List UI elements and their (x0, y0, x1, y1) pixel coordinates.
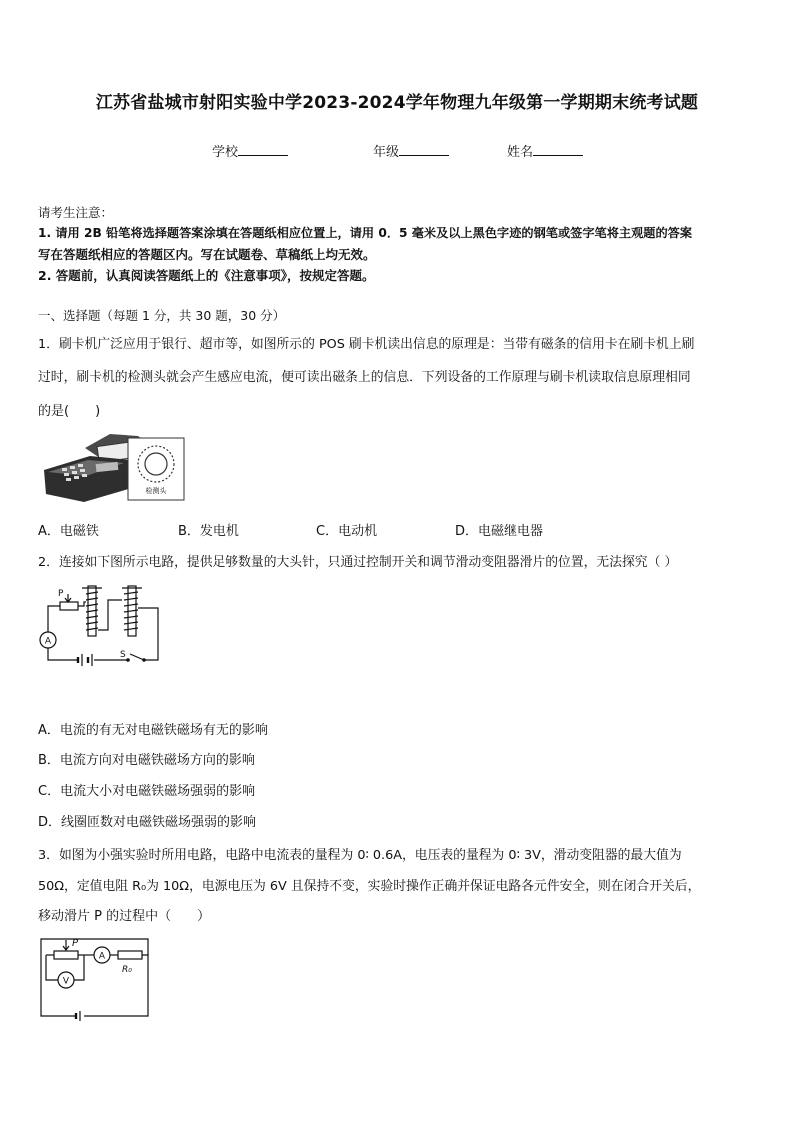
electromagnet-circuit-figure (36, 580, 166, 670)
school-label: 学校 (212, 145, 239, 160)
grade-label: 年级 (373, 145, 400, 160)
name-field[interactable] (507, 141, 583, 160)
label-s: S (120, 650, 126, 660)
school-blank[interactable] (238, 143, 288, 156)
rheostat-circuit-figure (36, 934, 156, 1026)
rheostat-icon (60, 602, 78, 610)
q1-option-d[interactable]: D．电磁继电器 (455, 524, 544, 539)
label-r0: R₀ (122, 965, 132, 975)
q2-option-c[interactable]: C．电流大小对电磁铁磁场强弱的影响 (38, 784, 256, 799)
school-field[interactable] (212, 141, 288, 160)
q1-option-a[interactable]: A．电磁铁 (38, 524, 99, 539)
wire-to-magnet1 (78, 602, 86, 606)
q1-line-2: 过时，刷卡机的检测头就会产生感应电流，便可读出磁条上的信息．下列设备的工作原理与刷卡机读取信息原理相同 (38, 370, 691, 385)
q2-option-b[interactable]: B．电流方向对电磁铁磁场方向的影响 (38, 753, 255, 768)
label-p: P (58, 589, 64, 599)
name-label: 姓名 (507, 145, 534, 160)
pos-machine-figure (40, 430, 190, 506)
section-heading: 一、选择题（每题 1 分，共 30 题，30 分） (38, 308, 286, 323)
grade-field[interactable] (373, 141, 449, 160)
label-v: V (62, 976, 70, 987)
wire-between (98, 600, 122, 630)
q3-line-1: 3．如图为小强实验时所用电路，电路中电流表的量程为 0∶ 0.6A，电压表的量程为 0∶ 3V，滑动变阻器的最大值为 (38, 848, 682, 863)
q1-line-1: 1．刷卡机广泛应用于银行、超市等，如图所示的 POS 刷卡机读出信息的原理是：当带有磁条的信用卡在刷卡机上刷 (38, 337, 695, 352)
q1-line-3: 的是( ) (38, 404, 101, 419)
name-blank[interactable] (533, 143, 583, 156)
notice-heading: 请考生注意： (38, 205, 114, 220)
resistor-r0-icon (118, 951, 142, 959)
label-a: A (44, 636, 52, 647)
wire-left (48, 606, 60, 632)
q2-option-d[interactable]: D．线圈匝数对电磁铁磁场强弱的影响 (38, 815, 257, 830)
q1-option-c[interactable]: C．电动机 (316, 524, 378, 539)
label-a: A (98, 951, 106, 962)
notice-item-1b: 写在答题纸相应的答题区内。写在试题卷、草稿纸上均无效。 (38, 247, 376, 262)
q1-option-b[interactable]: B．发电机 (178, 524, 239, 539)
wire-right (138, 608, 158, 660)
page-title: 江苏省盐城市射阳实验中学2023-2024学年物理九年级第一学期期末统考试题 (95, 93, 699, 113)
label-p: P (72, 938, 79, 949)
rheostat-icon (54, 951, 78, 959)
q3-line-3: 移动滑片 P 的过程中（ ） (38, 909, 211, 924)
grade-blank[interactable] (399, 143, 449, 156)
switch-icon (130, 654, 144, 660)
q2-stem: 2．连接如下图所示电路，提供足够数量的大头针，只通过控制开关和调节滑动变阻器滑片的位置，无法探究（ ） (38, 555, 678, 570)
q3-line-2: 50Ω，定值电阻 R₀为 10Ω，电源电压为 6V 且保持不变，实验时操作正确并保证电路各元件安全，则在闭合开关后， (38, 879, 701, 894)
notice-item-1a: 1. 请用 2B 铅笔将选择题答案涂填在答题纸相应位置上，请用 0．5 毫米及以上黑色字迹的钢笔或签字笔将主观题的答案 (38, 226, 693, 240)
notice-item-2: 2. 答题前，认真阅读答题纸上的《注意事项》，按规定答题。 (38, 268, 375, 283)
detector-label: 检测头 (145, 487, 167, 495)
q2-option-a[interactable]: A．电流的有无对电磁铁磁场有无的影响 (38, 723, 268, 738)
